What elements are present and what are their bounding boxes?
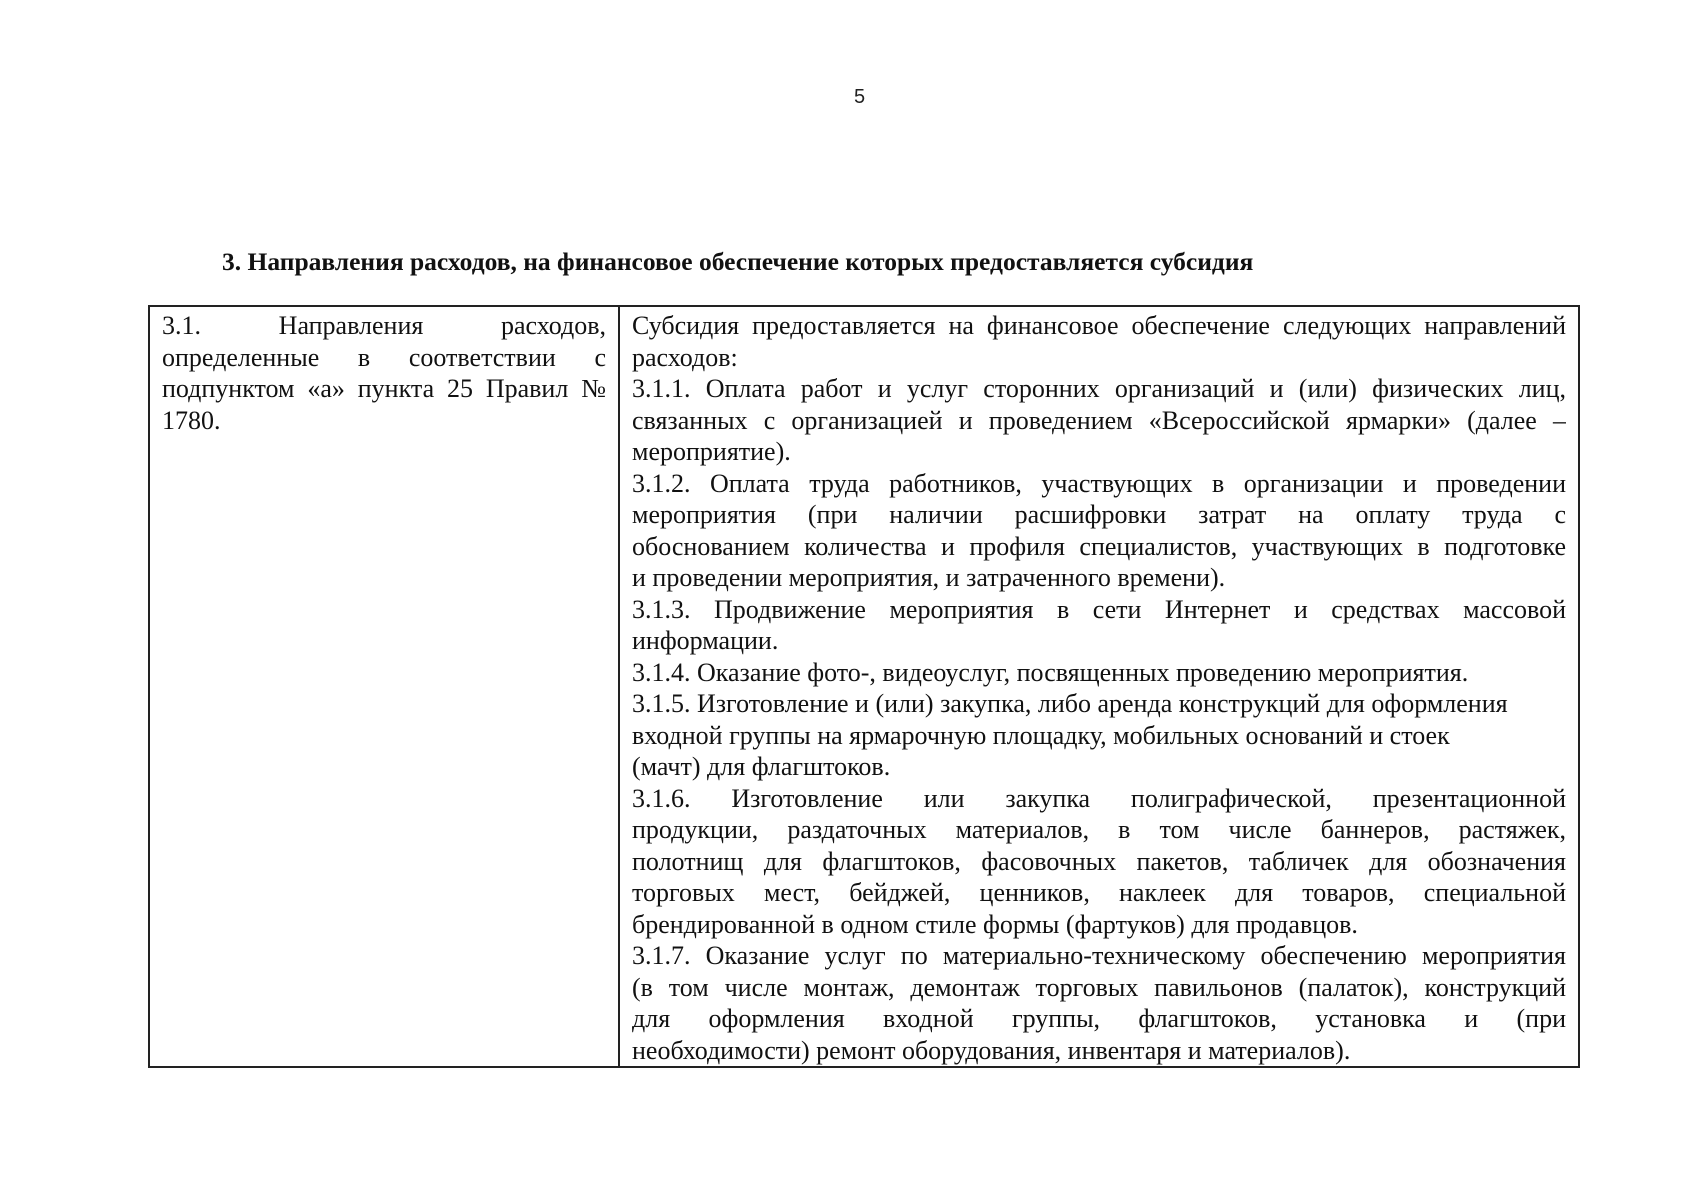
table-cell-text-line: мероприятия (при наличии расшифровки затрат на оплату труда с: [632, 500, 1566, 529]
table-cell-text-line: необходимости) ремонт оборудования, инвентаря и материалов).: [632, 1035, 1351, 1065]
table-cell-text-line: 3.1.4. Оказание фото-, видеоуслуг, посвященных проведению мероприятия.: [632, 657, 1469, 687]
table-cell-description: [619, 306, 1579, 1067]
table-cell-text-line: 3.1.6. Изготовление или закупка полиграфической, презентационной: [632, 783, 1566, 813]
table-cell-text-line: 3.1.1. Оплата работ и услуг сторонних организаций и (или) физических лиц,: [632, 374, 1566, 403]
table-cell-text-line: 3.1.2. Оплата труда работников, участвующих в организации и проведении: [632, 468, 1566, 498]
table-row: [149, 306, 1579, 1067]
table-cell-text-line: (мачт) для флагштоков.: [632, 752, 891, 781]
section-title: 3. Направления расходов, на финансовое обеспечение которых предоставляется субсидия: [222, 247, 1254, 276]
table-cell-text-line: 3.1.5. Изготовление и (или) закупка, либо аренда конструкций для оформления: [632, 689, 1508, 718]
table-cell-category: [149, 306, 619, 1067]
table-cell-text-line: брендированной в одном стиле формы (фартуков) для продавцов.: [632, 909, 1358, 939]
table-cell-text-line: мероприятие).: [632, 437, 791, 466]
page-number: 5: [853, 86, 866, 108]
table-cell-text-line: для оформления входной группы, флагштоков, установка и (при: [632, 1004, 1566, 1033]
table-cell-text-line: продукции, раздаточных материалов, в том числе баннеров, растяжек,: [632, 815, 1566, 844]
table-cell-text-line: 1780.: [162, 405, 221, 435]
table-cell-text-line: подпунктом «а» пункта 25 Правил №: [162, 374, 606, 403]
table-cell-text-line: связанных с организацией и проведением «Всероссийской ярмарки» (далее –: [632, 405, 1566, 435]
table-cell-text-line: 3.1.7. Оказание услуг по материально-техническому обеспечению мероприятия: [632, 941, 1566, 970]
table-cell-text-line: расходов:: [632, 342, 738, 372]
table-cell-text-line: торговых мест, бейджей, ценников, наклеек для товаров, специальной: [632, 878, 1566, 907]
table-cell-text-line: входной группы на ярмарочную площадку, мобильных оснований и стоек: [632, 720, 1450, 750]
table-cell-text-line: 3.1.3. Продвижение мероприятия в сети Интернет и средствах массовой: [632, 594, 1566, 624]
expense-directions-table: [148, 305, 1580, 1068]
table-cell-text-line: и проведении мероприятия, и затраченного времени).: [632, 563, 1226, 592]
table-cell-text-line: полотнищ для флагштоков, фасовочных пакетов, табличек для обозначения: [632, 846, 1566, 876]
table-cell-text-line: (в том числе монтаж, демонтаж торговых павильонов (палаток), конструкций: [632, 972, 1566, 1002]
table-cell-text-line: Субсидия предоставляется на финансовое обеспечение следующих направлений: [632, 311, 1566, 340]
table-cell-text-line: обоснованием количества и профиля специалистов, участвующих в подготовке: [632, 531, 1566, 561]
table-cell-text-line: информации.: [632, 626, 779, 655]
table-cell-text-line: определенные в соответствии с: [162, 342, 606, 372]
table-cell-text-line: 3.1. Направления расходов,: [162, 311, 606, 340]
